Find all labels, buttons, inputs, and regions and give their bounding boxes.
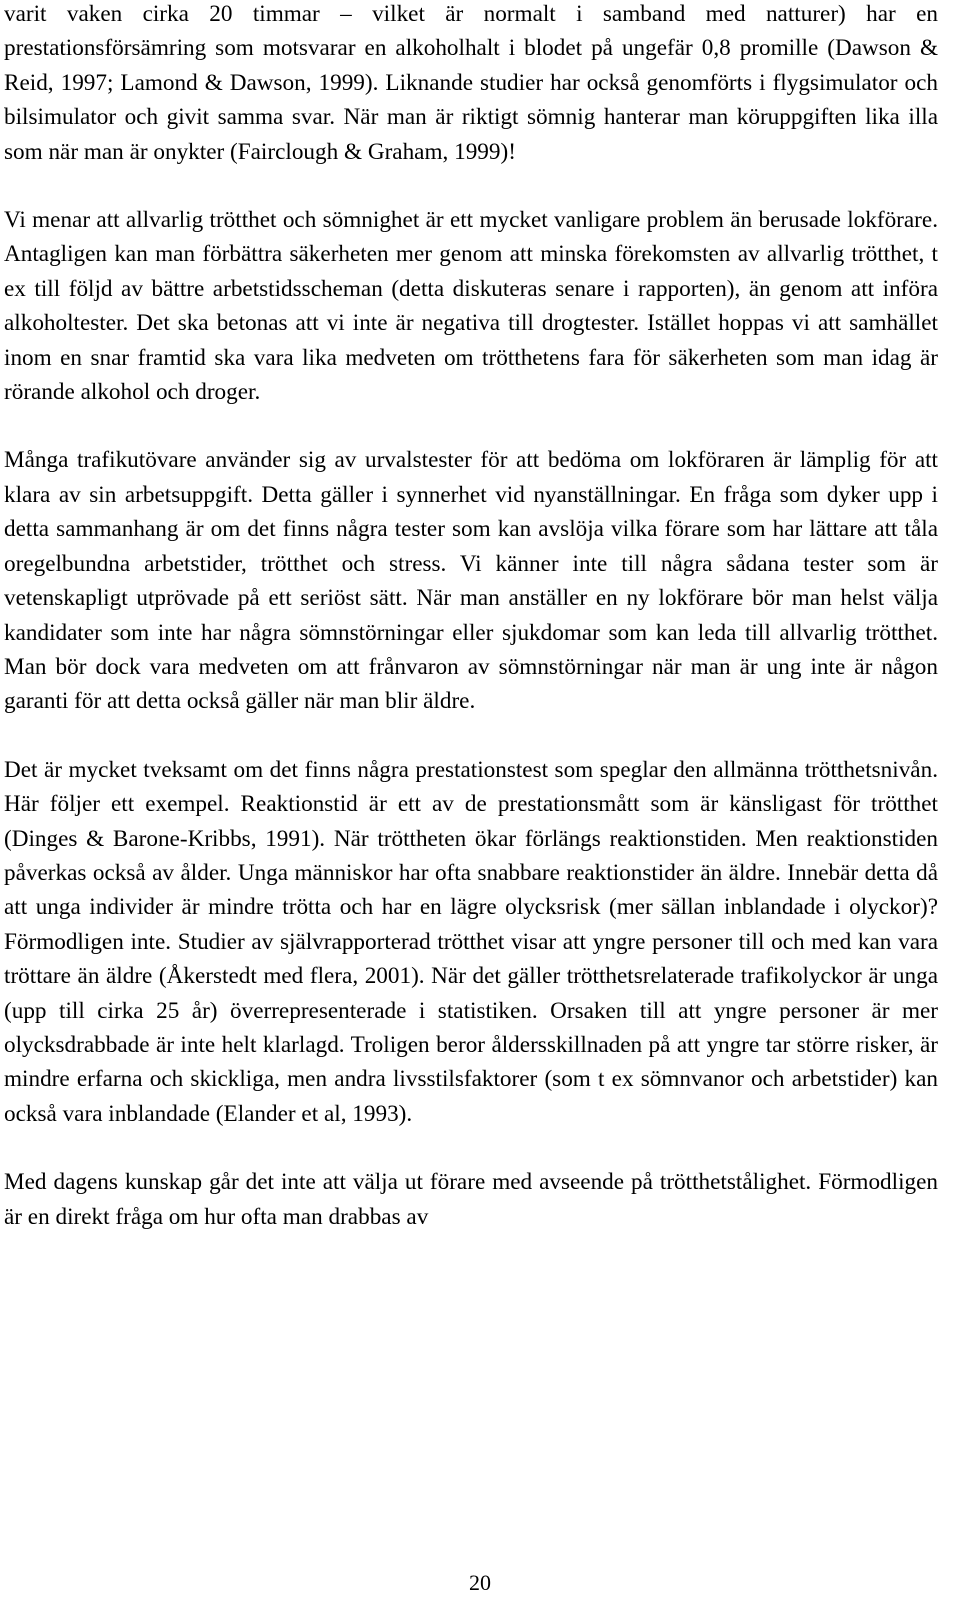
page-number: 20: [469, 1570, 491, 1595]
paragraph-3: Många trafikutövare använder sig av urvalstester för att bedöma om lokföraren är lämplig för att klara av sin arbetsuppgift. Detta gäller i synnerhet vid nyanställningar. En fråga som dyker upp i detta sammanhang är om det finns några tester som kan avslöja vilka förare som har lättare att tåla oregelbundna arbetstider, trötthet och stress. Vi känner inte till några sådana tester som är vetenskapligt utprövade på ett seriöst sätt. När man anställer en ny lokförare bör man helst välja kandidater som inte har några sömnstörningar eller sjukdomar som kan leda till allvarlig trötthet. Man bör dock vara medveten om att frånvaron av sömnstörningar när man är ung inte är någon garanti för att detta också gäller när man blir äldre.: [4, 447, 938, 715]
paragraph-2: Vi menar att allvarlig trötthet och sömnighet är ett mycket vanligare problem än berusade lokförare. Antagligen kan man förbättra säkerheten mer genom att minska förekomsten av allvarlig trötthet, t ex till följd av bättre arbetstidsscheman (detta diskuteras senare i rapporten), än genom att införa alkoholtester. Det ska betonas att vi inte är negativa till drogtester. Istället hoppas vi att samhället inom en snar framtid ska vara lika medveten om trötthetens fara för säkerheten som man idag är rörande alkohol och droger.: [4, 207, 938, 406]
paragraph-5: Med dagens kunskap går det inte att välja ut förare med avseende på trötthetstålighet. Förmodligen är en direkt fråga om hur ofta man drabbas av: [4, 1169, 938, 1230]
paragraph-4: Det är mycket tveksamt om det finns några prestationstest som speglar den allmänna trötthetsnivån. Här följer ett exempel. Reaktionstid är ett av de prestationsmått som är känsligast för trötthet (Dinges & Barone-Kribbs, 1991). När tröttheten ökar förlängs reaktionstiden. Men reaktionstiden påverkas också av ålder. Unga människor har ofta snabbare reaktionstider än äldre. Innebär detta då att unga individer är mindre trötta och har en lägre olycksrisk (mer sällan inblandade i olyckor)? Förmodligen inte. Studier av självrapporterad trötthet visar att yngre personer till och med kan vara tröttare än äldre (Åkerstedt med flera, 2001). När det gäller trötthetsrelaterade trafikolyckor är unga (upp till cirka 25 år) överrepresenterade i statistiken. Orsaken till att yngre personer är mer olycksdrabbade är inte helt klarlagd. Troligen beror åldersskillnaden på att yngre tar större risker, är mindre erfarna och skickliga, men andra livsstilsfaktorer (som t ex sömnvanor och arbetstider) kan också vara inblandade (Elander et al, 1993).: [4, 756, 938, 1127]
paragraph-1: varit vaken cirka 20 timmar – vilket är normalt i samband med natturer) har en prestationsförsämring som motsvarar en alkoholhalt i blodet på ungefär 0,8 promille (Dawson & Reid, 1997; Lamond & Dawson, 1999). Liknande studier har också genomförts i flygsimulator och bilsimulator och givit samma svar. När man är riktigt sömnig hanterar man köruppgiften lika illa som när man är onykter (Fairclough & Graham, 1999)!: [4, 1, 938, 165]
document-body: [4, 0, 938, 1234]
